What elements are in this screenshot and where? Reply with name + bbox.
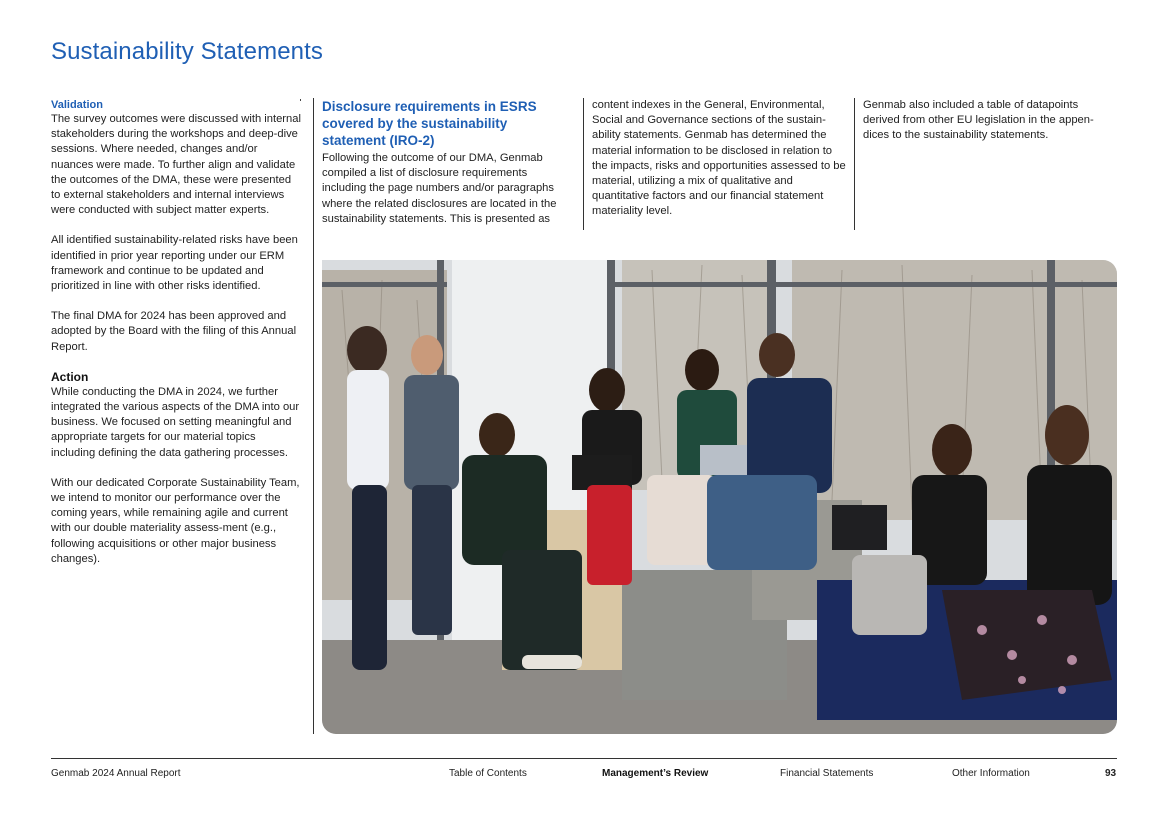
footer-rule	[51, 758, 1117, 759]
footer-link-financial-statements[interactable]	[780, 768, 873, 779]
column-divider	[313, 98, 314, 734]
footer-link-table-of-contents[interactable]	[449, 768, 527, 779]
footer-link-other-information[interactable]	[952, 768, 1030, 779]
validation-heading: Validation	[51, 99, 103, 111]
disclosure-paragraph: Following the outcome of our DMA, Genmab compiled a list of disclosure requirements including the page numbers and/or paragraphs where the related disclosures are located in the sustainability statements. This is presented as	[322, 152, 557, 225]
disclosure-paragraph-continued: content indexes in the General, Environmental, Social and Governance sections of the sustain-ability statements. Genmab has determined the material information to be disclosed in relation to the impacts, risks and opportunities assessed to be material, utilizing a mix of qualitative and quantitative factors and our financial statement materiality level.	[592, 99, 846, 218]
column-divider	[583, 98, 584, 230]
footer-link-table-of-contents-label[interactable]: Table of Contents	[449, 768, 527, 779]
action-paragraph: While conducting the DMA in 2024, we further integrated the various aspects of the DMA into our business. We focused on setting meaningful and appropriate targets for our material topics including defining the data gathering processes.	[51, 385, 300, 459]
footer-link-other-information-label[interactable]: Other Information	[952, 768, 1030, 779]
column-validation-action	[51, 98, 301, 567]
team-meeting-photo	[322, 260, 1117, 734]
page-number: 93	[1105, 768, 1117, 779]
footer-link-managements-review[interactable]	[602, 768, 708, 779]
action-heading: Action	[51, 369, 89, 384]
column-disclosure-continued	[592, 98, 847, 220]
footer-link-managements-review-label[interactable]: Management’s Review	[602, 768, 709, 779]
column-disclosure	[322, 98, 568, 227]
datapoints-paragraph: Genmab also included a table of datapoints derived from other EU legislation in the appen-dices to the sustainability statements.	[863, 99, 1094, 142]
validation-paragraph: All identified sustainability-related risks have been identified in prior year reporting under our ERM framework and continue to be updated and prioritized in line with other risks identified.	[51, 234, 298, 293]
footer-link-financial-statements-label[interactable]: Financial Statements	[780, 768, 874, 779]
action-paragraph: With our dedicated Corporate Sustainability Team, we intend to monitor our performance over the coming years, while remaining agile and current with our double materiality assess-ment (e.g., following acquisitions or other major business changes).	[51, 476, 300, 565]
footer-report-title: Genmab 2024 Annual Report	[51, 768, 181, 779]
column-datapoints	[863, 98, 1113, 144]
validation-paragraph: The final DMA for 2024 has been approved and adopted by the Board with the filing of this Annual Report.	[51, 310, 297, 353]
validation-paragraph: The survey outcomes were discussed with internal stakeholders during the workshops and deep-dive sessions. Where needed, changes and/or nuances were made. To further align and validate the outcomes of the DMA, these were presented to external stakeholders and internal interviews were conducted with subject matter experts.	[51, 113, 301, 217]
column-divider	[854, 98, 855, 230]
disclosure-heading: Disclosure requirements in ESRS covered by the sustainability statement (IRO-2)	[322, 99, 537, 148]
page-title: Sustainability Statements	[51, 38, 323, 65]
